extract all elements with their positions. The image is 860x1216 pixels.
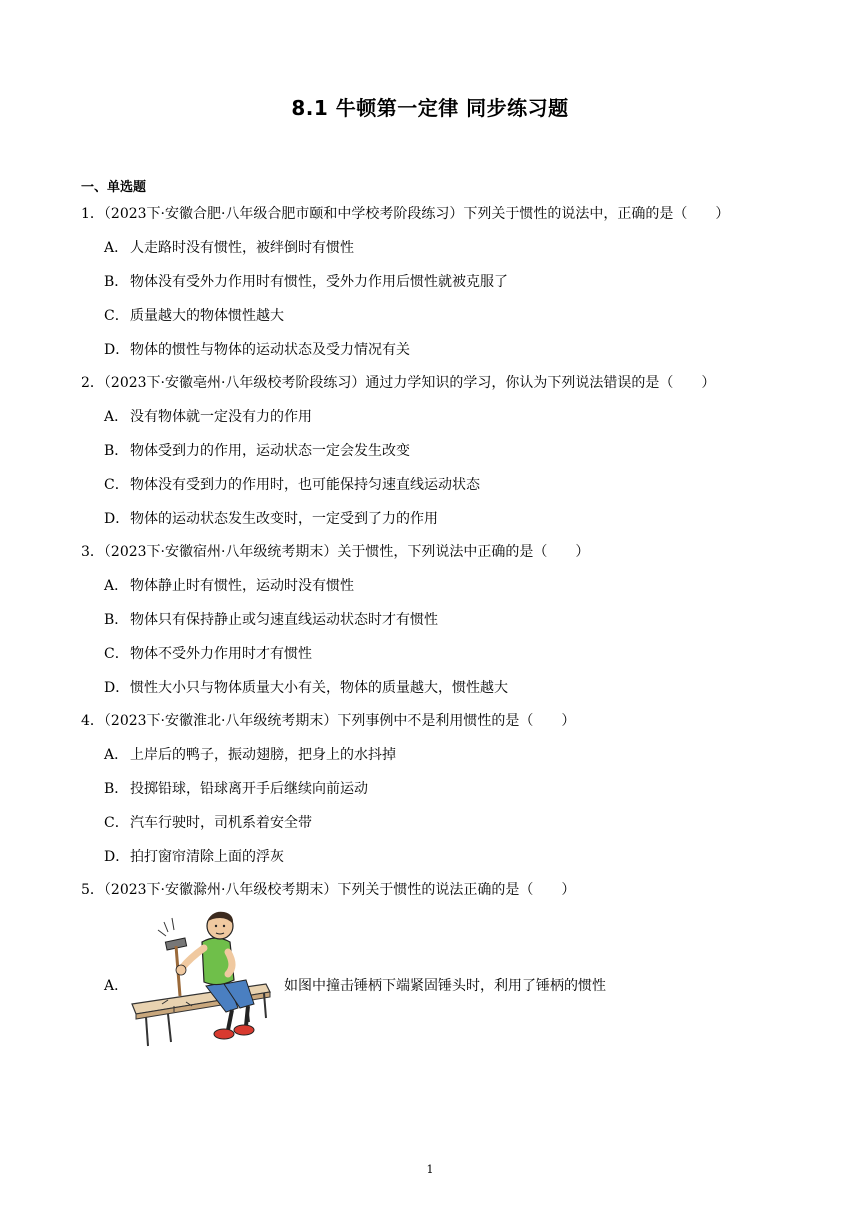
page-number: 1 xyxy=(426,1163,434,1176)
option-letter: B． xyxy=(104,443,129,459)
option-letter: A． xyxy=(104,747,129,763)
option-1b xyxy=(104,271,508,291)
option-letter: D． xyxy=(104,680,130,696)
option-text: 上岸后的鸭子，振动翅膀，把身上的水抖掉 xyxy=(130,747,396,763)
option-text: 惯性大小只与物体质量大小有关，物体的质量越大，惯性越大 xyxy=(130,680,508,696)
option-3c xyxy=(104,643,312,663)
boy-hammering-on-bench-icon xyxy=(128,908,274,1050)
option-letter: C． xyxy=(104,646,129,662)
option-text: 人走路时没有惯性，被绊倒时有惯性 xyxy=(130,240,354,256)
option-text: 物体没有受外力作用时有惯性，受外力作用后惯性就被克服了 xyxy=(130,274,508,290)
option-3a xyxy=(104,575,354,595)
question-stem-5: 5．（2023下·安徽滁州·八年级校考期末）下列关于惯性的说法正确的是（ ） xyxy=(81,882,576,898)
page-title: 8.1 牛顿第一定律 同步练习题 xyxy=(291,96,569,120)
option-text: 物体没有受到力的作用时，也可能保持匀速直线运动状态 xyxy=(130,477,480,493)
option-2c xyxy=(104,474,480,494)
section-heading: 一、单选题 xyxy=(81,180,147,195)
option-1a xyxy=(104,237,354,257)
option-2a xyxy=(104,406,312,426)
option-4d xyxy=(104,846,284,866)
option-letter: A． xyxy=(104,240,129,256)
option-text: 物体受到力的作用，运动状态一定会发生改变 xyxy=(130,443,410,459)
option-letter: B． xyxy=(104,612,129,628)
option-letter: B． xyxy=(104,781,129,797)
option-text: 汽车行驶时，司机系着安全带 xyxy=(130,815,312,831)
option-letter: D． xyxy=(104,849,130,865)
boy-hammering-illustration xyxy=(128,908,274,1050)
option-letter: A． xyxy=(104,409,129,425)
option-text: 投掷铅球，铅球离开手后继续向前运动 xyxy=(130,781,368,797)
option-text: 拍打窗帘清除上面的浮灰 xyxy=(130,849,284,865)
option-text: 物体的惯性与物体的运动状态及受力情况有关 xyxy=(130,342,410,358)
option-letter: C． xyxy=(104,477,129,493)
option-3b xyxy=(104,609,438,629)
option-4c xyxy=(104,812,312,832)
option-1d xyxy=(104,339,410,359)
option-4b xyxy=(104,778,368,798)
option-text: 物体的运动状态发生改变时，一定受到了力的作用 xyxy=(130,511,438,527)
option-letter: B． xyxy=(104,274,129,290)
option-3d xyxy=(104,677,508,697)
question-stem-1: 1．（2023下·安徽合肥·八年级合肥市颐和中学校考阶段练习）下列关于惯性的说法中，正确的是（ ） xyxy=(81,206,730,222)
question-stem-4: 4．（2023下·安徽淮北·八年级统考期末）下列事例中不是利用惯性的是（ ） xyxy=(81,713,576,729)
option-letter: C． xyxy=(104,308,129,324)
option-1c xyxy=(104,305,284,325)
option-text: 物体静止时有惯性，运动时没有惯性 xyxy=(130,578,354,594)
question-stem-2: 2．（2023下·安徽亳州·八年级校考阶段练习）通过力学知识的学习，你认为下列说法错误的是（ ） xyxy=(81,375,716,391)
option-letter: A． xyxy=(104,578,129,594)
option-letter: D． xyxy=(104,511,130,527)
option-4a xyxy=(104,744,396,764)
option-text: 物体不受外力作用时才有惯性 xyxy=(130,646,312,662)
option-text: 没有物体就一定没有力的作用 xyxy=(130,409,312,425)
option-2d xyxy=(104,508,438,528)
option-letter: C． xyxy=(104,815,129,831)
question-stem-3: 3．（2023下·安徽宿州·八年级统考期末）关于惯性，下列说法中正确的是（ ） xyxy=(81,544,590,560)
option-text: 质量越大的物体惯性越大 xyxy=(130,308,284,324)
option-5a-letter: A． xyxy=(104,978,129,994)
option-5a-text: 如图中撞击锤柄下端紧固锤头时，利用了锤柄的惯性 xyxy=(284,978,606,994)
option-text: 物体只有保持静止或匀速直线运动状态时才有惯性 xyxy=(130,612,438,628)
option-2b xyxy=(104,440,410,460)
option-letter: D． xyxy=(104,342,130,358)
